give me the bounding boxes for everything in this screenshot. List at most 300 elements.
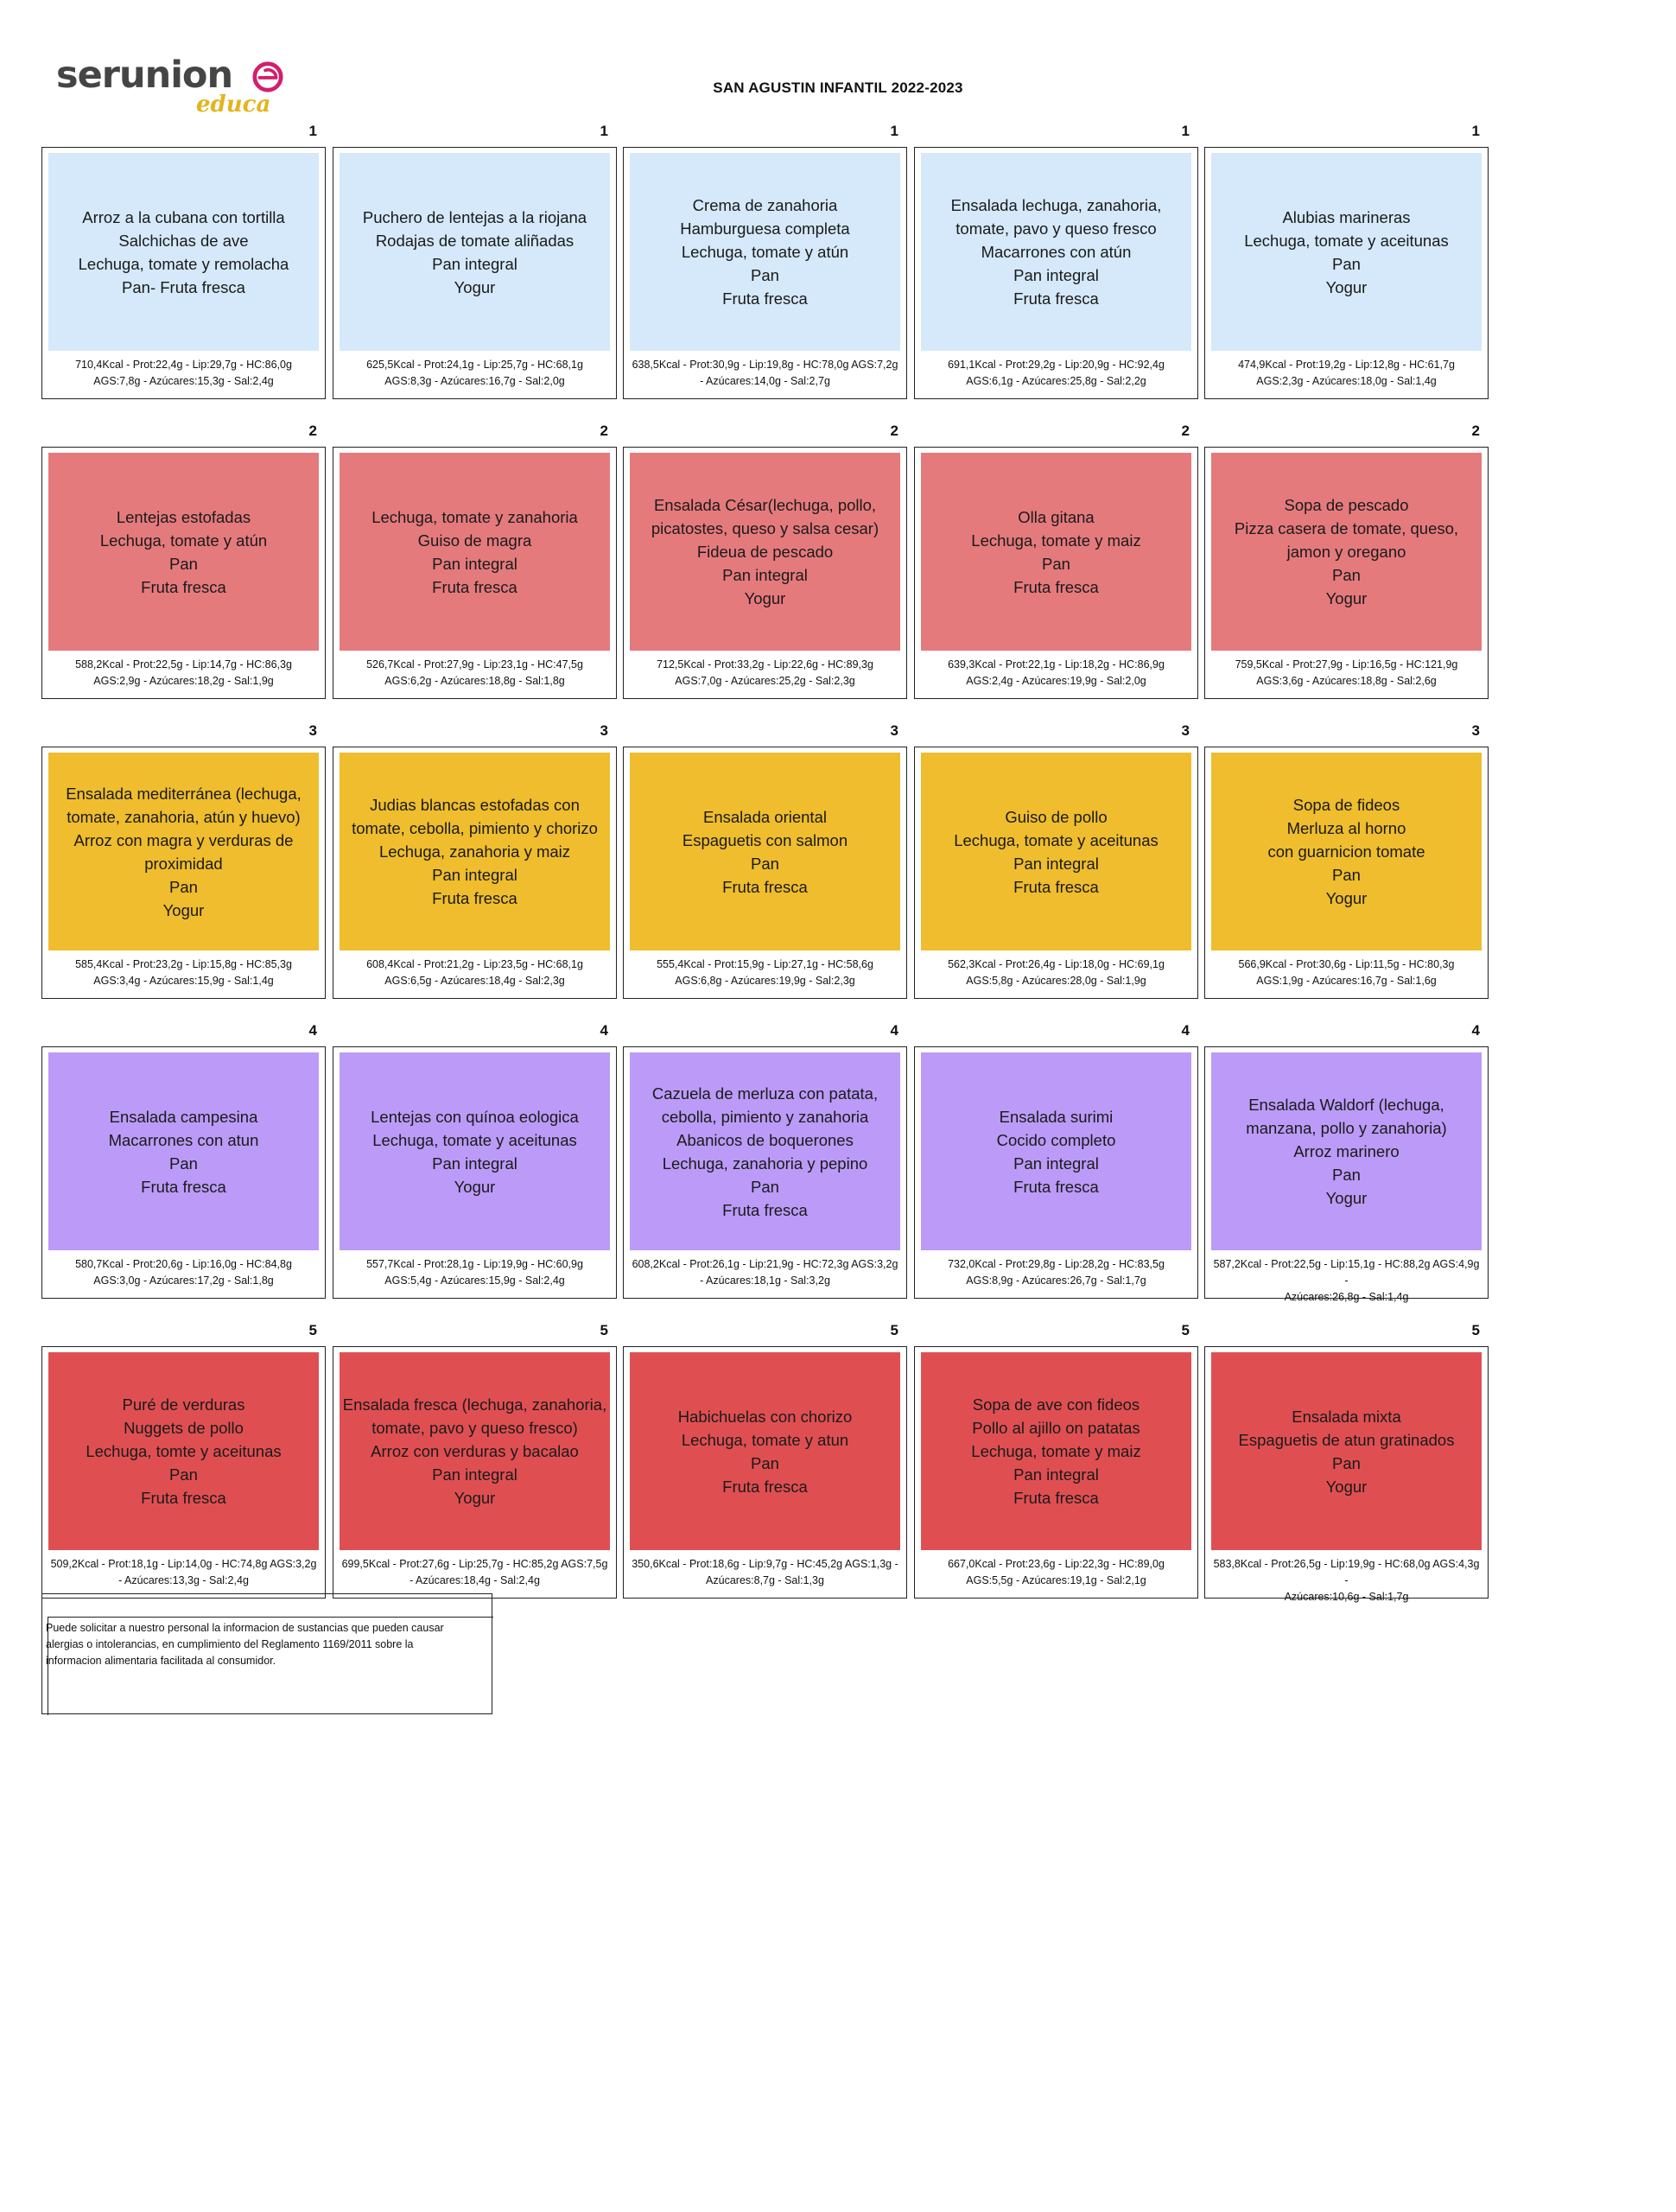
- menu-dishes: [79, 206, 289, 299]
- nutrition-line: AGS:6,8g - Azúcares:19,9g - Sal:2,3g: [675, 975, 855, 987]
- nutrition-line: AGS:2,4g - Azúcares:19,9g - Sal:2,0g: [966, 675, 1146, 687]
- nutrition-info: [339, 1556, 611, 1594]
- menu-dish: Alubias marineras: [1282, 207, 1411, 226]
- menu-dish: Olla gitana: [1018, 507, 1095, 526]
- nutrition-line: 555,4Kcal - Prot:15,9g - Lip:27,1g - HC:58,6g: [657, 958, 873, 970]
- nutrition-info: [629, 657, 901, 695]
- nutrition-info: [339, 1256, 611, 1294]
- menu-dishes: [652, 1082, 878, 1222]
- menu-dish: Espaguetis de atun gratinados: [1238, 1430, 1455, 1449]
- day-cell: [914, 423, 1198, 701]
- nutrition-line: 759,5Kcal - Prot:27,9g - Lip:16,5g - HC:121,9g: [1235, 658, 1458, 671]
- menu-dish: Lechuga, tomate y aceitunas: [1244, 231, 1449, 250]
- day-cell: [914, 722, 1198, 1001]
- day-box: [41, 447, 326, 699]
- nutrition-line: AGS:6,5g - Azúcares:18,4g - Sal:2,3g: [384, 975, 565, 987]
- menu-dish: Fruta fresca: [1013, 877, 1099, 896]
- menu-dish: Lechuga, zanahoria y pepino: [662, 1154, 868, 1173]
- nutrition-line: 509,2Kcal - Prot:18,1g - Lip:14,0g - HC:74,8g AGS:3,2g: [50, 1558, 317, 1570]
- week-number: 3: [1471, 722, 1480, 739]
- menu-dish: Crema de zanahoria: [692, 196, 838, 214]
- menu-dish: Pan: [169, 1154, 198, 1173]
- menu-dish: Lechuga, tomate y maiz: [971, 531, 1141, 550]
- nutrition-line: 566,9Kcal - Prot:30,6g - Lip:11,5g - HC:80,3g: [1238, 958, 1455, 970]
- allergen-disclaimer: [41, 1593, 492, 1714]
- menu-dishes: [954, 805, 1159, 899]
- week-number: 4: [1181, 1022, 1190, 1039]
- menu-dish: manzana, pollo y zanahoria): [1246, 1119, 1447, 1137]
- day-box: [623, 447, 907, 699]
- week-row: [41, 1322, 1504, 1603]
- menu-dish: Nuggets de pollo: [124, 1419, 244, 1437]
- week-number: 5: [308, 1322, 317, 1338]
- week-number: 2: [600, 423, 608, 439]
- disclaimer-text: [46, 1620, 485, 1669]
- menu-dish: Ensalada fresca (lechuga, zanahoria,: [342, 1395, 607, 1414]
- nutrition-line: 608,4Kcal - Prot:21,2g - Lip:23,5g - HC:68,1g: [366, 958, 583, 970]
- menu-dish: Guiso de pollo: [1005, 807, 1108, 826]
- menu-dish: Fruta fresca: [722, 877, 808, 896]
- menu-panel: [921, 1352, 1191, 1550]
- menu-dish: Ensalada César(lechuga, pollo,: [653, 496, 877, 514]
- menu-dish: proximidad: [144, 854, 223, 873]
- menu-dishes: [363, 206, 587, 299]
- menu-dish: Fruta fresca: [1013, 577, 1099, 596]
- menu-dish: Pan integral: [1013, 854, 1099, 873]
- menu-dish: Fruta fresca: [432, 577, 517, 596]
- nutrition-info: [1210, 657, 1482, 695]
- menu-dish: Lechuga, tomate y maiz: [971, 1442, 1141, 1460]
- menu-panel: [1211, 453, 1482, 651]
- menu-dish: Pan: [169, 877, 198, 896]
- nutrition-line: 691,1Kcal - Prot:29,2g - Lip:20,9g - HC:92,4g: [948, 359, 1165, 371]
- menu-dish: tomate, zanahoria, atún y huevo): [67, 807, 301, 826]
- week-number: 1: [308, 123, 317, 139]
- menu-dishes: [971, 1393, 1140, 1510]
- menu-dish: Ensalada surimi: [999, 1107, 1114, 1126]
- day-box: [914, 447, 1198, 699]
- menu-dish: Pan: [169, 1465, 198, 1484]
- day-cell: [333, 722, 617, 1001]
- menu-dishes: [343, 1393, 606, 1510]
- menu-dishes: [651, 493, 879, 610]
- nutrition-line: AGS:2,9g - Azúcares:18,2g - Sal:1,9g: [93, 675, 274, 687]
- logo-wordmark: serunion: [56, 54, 233, 97]
- day-box: [1204, 447, 1489, 699]
- menu-dish: Abanicos de boquerones: [676, 1130, 854, 1149]
- menu-dish: Pan: [751, 854, 779, 873]
- menu-dish: Fideua de pescado: [696, 543, 834, 561]
- menu-dish: Lentejas estofadas: [116, 507, 251, 526]
- nutrition-info: [629, 1256, 901, 1294]
- day-box: [1204, 1046, 1489, 1303]
- menu-dish: Judias blancas estofadas con: [370, 796, 580, 814]
- nutrition-info: [629, 357, 901, 395]
- nutrition-info: [920, 357, 1192, 395]
- nutrition-line: AGS:5,4g - Azúcares:15,9g - Sal:2,4g: [384, 1274, 565, 1287]
- menu-dish: Pan: [1332, 866, 1361, 884]
- disclaimer-line: alergias o intolerancias, en cumplimiento del Reglamento 1169/2011 sobre la: [46, 1638, 414, 1650]
- nutrition-info: [920, 657, 1192, 695]
- menu-panel: [921, 753, 1191, 950]
- menu-dish: Yogur: [454, 1489, 496, 1507]
- nutrition-line: 350,6Kcal - Prot:18,6g - Lip:9,7g - HC:45,2g AGS:1,3g -: [632, 1558, 898, 1570]
- menu-dishes: [680, 194, 849, 310]
- menu-dish: Pollo al ajillo on patatas: [972, 1419, 1140, 1437]
- menu-dish: Lechuga, tomate y aceitunas: [372, 1130, 577, 1149]
- menu-dish: Pan integral: [432, 254, 517, 273]
- day-box: [623, 747, 907, 999]
- nutrition-line: 474,9Kcal - Prot:19,2g - Lip:12,8g - HC:61,7g: [1238, 359, 1455, 371]
- nutrition-line: 580,7Kcal - Prot:20,6g - Lip:16,0g - HC:84,8g: [75, 1258, 292, 1270]
- nutrition-info: [920, 957, 1192, 995]
- week-number: 5: [890, 1322, 898, 1338]
- day-cell: [333, 123, 617, 401]
- menu-dish: Fruta fresca: [722, 289, 808, 308]
- nutrition-line: AGS:3,6g - Azúcares:18,8g - Sal:2,6g: [1256, 675, 1437, 687]
- day-cell: [333, 423, 617, 701]
- menu-dish: Arroz marinero: [1293, 1142, 1400, 1160]
- day-cell: [623, 123, 907, 401]
- week-row: [41, 123, 1504, 401]
- week-number: 2: [1471, 423, 1480, 439]
- disclaimer-line: Puede solicitar a nuestro personal la informacion de sustancias que pueden causar: [46, 1622, 444, 1634]
- menu-dishes: [1239, 1405, 1455, 1498]
- menu-panel: [340, 1352, 610, 1550]
- menu-dish: Yogur: [744, 589, 786, 607]
- nutrition-line: 526,7Kcal - Prot:27,9g - Lip:23,1g - HC:47,5g: [366, 658, 583, 671]
- day-cell: [333, 1022, 617, 1300]
- menu-dish: Merluza al horno: [1286, 819, 1406, 837]
- menu-dish: Cazuela de merluza con patata,: [651, 1084, 879, 1103]
- week-number: 5: [1181, 1322, 1190, 1338]
- menu-dish: Pan: [751, 1453, 779, 1472]
- menu-dish: Guiso de magra: [417, 531, 532, 550]
- menu-dish: Fruta fresca: [1013, 289, 1099, 308]
- menu-dish: tomate, pavo y queso fresco): [371, 1419, 578, 1437]
- day-box: [333, 1046, 617, 1299]
- menu-dishes: [1244, 206, 1449, 299]
- menu-dish: Pan: [1332, 566, 1361, 584]
- week-number: 3: [1181, 722, 1190, 739]
- menu-dish: Fruta fresca: [141, 1177, 226, 1196]
- day-cell: [41, 123, 326, 401]
- week-number: 3: [890, 722, 898, 739]
- nutrition-info: [48, 1556, 320, 1594]
- week-number: 4: [308, 1022, 317, 1039]
- menu-panel: [921, 1052, 1191, 1250]
- menu-dish: Sopa de pescado: [1284, 496, 1409, 514]
- menu-dish: Fruta fresca: [141, 577, 226, 596]
- week-number: 1: [1471, 123, 1480, 139]
- menu-panel: [48, 1052, 319, 1250]
- menu-dish: Lechuga, zanahoria y maiz: [378, 842, 571, 861]
- menu-dish: Fruta fresca: [432, 889, 517, 907]
- week-number: 4: [600, 1022, 608, 1039]
- nutrition-info: [1210, 957, 1482, 995]
- day-box: [1204, 1346, 1489, 1603]
- nutrition-line: AGS:6,1g - Azúcares:25,8g - Sal:2,2g: [966, 375, 1146, 387]
- day-box: [41, 747, 326, 999]
- week-number: 3: [600, 722, 608, 739]
- nutrition-line: 639,3Kcal - Prot:22,1g - Lip:18,2g - HC:86,9g: [948, 658, 1165, 671]
- nutrition-info: [1210, 357, 1482, 395]
- nutrition-line: AGS:7,8g - Azúcares:15,3g - Sal:2,4g: [93, 375, 274, 387]
- menu-dish: Rodajas de tomate aliñadas: [375, 231, 575, 250]
- menu-dish: Lechuga, tomate y remolacha: [78, 254, 289, 273]
- nutrition-info: [339, 657, 611, 695]
- menu-dishes: [371, 505, 578, 599]
- week-row: [41, 423, 1504, 701]
- menu-dish: Ensalada campesina: [109, 1107, 258, 1126]
- nutrition-line: 608,2Kcal - Prot:26,1g - Lip:21,9g - HC:72,3g AGS:3,2g: [632, 1258, 898, 1270]
- menu-dish: Lechuga, tomte y aceitunas: [86, 1442, 282, 1460]
- nutrition-info: [1210, 1256, 1482, 1303]
- menu-dish: Lechuga, tomate y atún: [681, 243, 849, 261]
- menu-dishes: [86, 1393, 281, 1510]
- day-cell: [41, 1022, 326, 1300]
- menu-dish: Pan: [169, 554, 198, 573]
- menu-dish: Lechuga, tomate y atún: [99, 531, 268, 550]
- nutrition-line: 732,0Kcal - Prot:29,8g - Lip:28,2g - HC:83,5g: [948, 1258, 1165, 1270]
- nutrition-line: 588,2Kcal - Prot:22,5g - Lip:14,7g - HC:86,3g: [75, 658, 292, 671]
- nutrition-line: AGS:6,2g - Azúcares:18,8g - Sal:1,8g: [384, 675, 565, 687]
- nutrition-info: [339, 957, 611, 995]
- nutrition-line: - Azúcares:18,1g - Sal:3,2g: [700, 1274, 830, 1287]
- day-cell: [333, 1322, 617, 1600]
- day-box: [623, 147, 907, 399]
- menu-panel: [630, 153, 900, 351]
- menu-dish: Hamburguesa completa: [680, 219, 850, 238]
- menu-dish: Habichuelas con chorizo: [677, 1407, 853, 1426]
- week-number: 4: [1471, 1022, 1480, 1039]
- menu-dish: Pan integral: [432, 1465, 517, 1484]
- menu-panel: [48, 753, 319, 950]
- nutrition-line: 557,7Kcal - Prot:28,1g - Lip:19,9g - HC:60,9g: [366, 1258, 583, 1270]
- day-cell: [623, 1322, 907, 1600]
- menu-dish: Lentejas con quínoa eologica: [371, 1107, 579, 1126]
- menu-dish: Macarrones con atún: [981, 243, 1132, 261]
- menu-dish: Puré de verduras: [122, 1395, 245, 1414]
- day-box: [1204, 747, 1489, 999]
- day-box: [333, 447, 617, 699]
- day-box: [914, 1046, 1198, 1299]
- menu-dishes: [66, 782, 302, 922]
- menu-dishes: [352, 793, 598, 910]
- menu-dishes: [100, 505, 267, 599]
- menu-dish: Yogur: [1325, 277, 1368, 296]
- day-cell: [914, 1022, 1198, 1300]
- menu-panel: [921, 453, 1191, 651]
- menu-dishes: [371, 1105, 579, 1198]
- nutrition-line: 587,2Kcal - Prot:22,5g - Lip:15,1g - HC:88,2g AGS:4,9g -: [1213, 1258, 1480, 1287]
- nutrition-line: AGS:5,8g - Azúcares:28,0g - Sal:1,9g: [966, 975, 1146, 987]
- menu-dish: Ensalada mixta: [1292, 1407, 1401, 1426]
- nutrition-info: [48, 957, 320, 995]
- day-box: [914, 147, 1198, 399]
- day-cell: [1204, 1022, 1489, 1303]
- nutrition-info: [339, 357, 611, 395]
- nutrition-line: 585,4Kcal - Prot:23,2g - Lip:15,8g - HC:85,3g: [75, 958, 292, 970]
- menu-dish: Ensalada lechuga, zanahoria,: [950, 196, 1162, 214]
- day-cell: [1204, 123, 1489, 401]
- nutrition-line: - Azúcares:14,0g - Sal:2,7g: [700, 375, 830, 387]
- week-row: [41, 1022, 1504, 1303]
- week-number: 5: [600, 1322, 608, 1338]
- menu-panel: [630, 1052, 900, 1250]
- menu-dish: Yogur: [454, 1177, 496, 1196]
- menu-dish: Pan: [751, 266, 779, 284]
- nutrition-line: 583,8Kcal - Prot:26,5g - Lip:19,9g - HC:68,0g AGS:4,3g -: [1213, 1558, 1480, 1586]
- menu-dish: Pan integral: [1013, 1465, 1099, 1484]
- menu-panel: [1211, 753, 1482, 950]
- day-cell: [623, 722, 907, 1001]
- day-box: [41, 1346, 326, 1599]
- week-number: 1: [600, 123, 608, 139]
- day-box: [1204, 147, 1489, 399]
- day-cell: [41, 1322, 326, 1600]
- menu-dish: Yogur: [162, 900, 205, 919]
- menu-dishes: [678, 1405, 853, 1498]
- week-number: 1: [1181, 123, 1190, 139]
- day-box: [333, 147, 617, 399]
- week-number: 1: [890, 123, 898, 139]
- menu-dish: Yogur: [1325, 1189, 1368, 1207]
- menu-dishes: [951, 194, 1162, 310]
- nutrition-line: AGS:7,0g - Azúcares:25,2g - Sal:2,3g: [675, 675, 855, 687]
- nutrition-line: Azúcares:26,8g - Sal:1,4g: [1284, 1291, 1409, 1303]
- nutrition-line: AGS:3,4g - Azúcares:15,9g - Sal:1,4g: [93, 975, 274, 987]
- menu-panel: [340, 753, 610, 950]
- week-number: 4: [890, 1022, 898, 1039]
- menu-dish: Yogur: [454, 277, 496, 296]
- menu-dish: Pan integral: [432, 554, 517, 573]
- nutrition-info: [629, 1556, 901, 1594]
- day-box: [41, 1046, 326, 1299]
- day-box: [333, 1346, 617, 1599]
- menu-panel: [1211, 153, 1482, 351]
- menu-dish: con guarnicion tomate: [1267, 842, 1425, 861]
- menu-dish: Macarrones con atun: [108, 1130, 259, 1149]
- day-cell: [1204, 1322, 1489, 1603]
- menu-panel: [48, 153, 319, 351]
- menu-dish: Arroz a la cubana con tortilla: [82, 207, 285, 226]
- menu-dish: Pan: [1042, 554, 1070, 573]
- day-box: [333, 747, 617, 999]
- menu-dishes: [682, 805, 848, 899]
- menu-dish: Lechuga, tomate y zanahoria: [371, 507, 578, 526]
- nutrition-line: AGS:8,3g - Azúcares:16,7g - Sal:2,0g: [384, 375, 565, 387]
- menu-dish: Pan: [751, 1177, 779, 1196]
- menu-dish: Arroz con verduras y bacalao: [371, 1442, 579, 1460]
- menu-dishes: [1246, 1093, 1446, 1210]
- day-cell: [1204, 423, 1489, 701]
- nutrition-line: Azúcares:10,6g - Sal:1,7g: [1284, 1591, 1409, 1603]
- menu-dish: Espaguetis con salmon: [682, 830, 848, 849]
- menu-dish: Pizza casera de tomate, queso,: [1234, 519, 1459, 537]
- menu-dish: Puchero de lentejas a la riojana: [362, 207, 587, 226]
- day-box: [41, 147, 326, 399]
- menu-dish: Pan integral: [432, 866, 517, 884]
- nutrition-line: 699,5Kcal - Prot:27,6g - Lip:25,7g - HC:85,2g AGS:7,5g: [341, 1558, 608, 1570]
- day-cell: [914, 123, 1198, 401]
- nutrition-line: AGS:3,0g - Azúcares:17,2g - Sal:1,8g: [93, 1274, 274, 1287]
- menu-dish: Arroz con magra y verduras de: [73, 830, 294, 849]
- nutrition-info: [920, 1556, 1192, 1594]
- menu-panel: [340, 153, 610, 351]
- menu-dish: Salchichas de ave: [118, 231, 249, 250]
- menu-dish: Yogur: [1325, 589, 1368, 607]
- menu-dish: Fruta fresca: [1013, 1177, 1099, 1196]
- menu-dishes: [971, 505, 1140, 599]
- day-cell: [1204, 722, 1489, 1001]
- menu-dish: Pan: [1332, 1166, 1361, 1184]
- menu-dish: Yogur: [1325, 889, 1368, 907]
- day-box: [914, 1346, 1198, 1599]
- nutrition-line: 712,5Kcal - Prot:33,2g - Lip:22,6g - HC:89,3g: [657, 658, 873, 671]
- menu-dish: Fruta fresca: [1013, 1489, 1099, 1507]
- nutrition-line: AGS:1,9g - Azúcares:16,7g - Sal:1,6g: [1256, 975, 1437, 987]
- menu-dish: Ensalada Waldorf (lechuga,: [1248, 1096, 1444, 1114]
- menu-dish: tomate, cebolla, pimiento y chorizo: [352, 819, 598, 837]
- week-number: 2: [1181, 423, 1190, 439]
- day-cell: [623, 423, 907, 701]
- menu-panel: [340, 453, 610, 651]
- nutrition-info: [48, 357, 320, 395]
- menu-panel: [340, 1052, 610, 1250]
- menu-dish: jamon y oregano: [1286, 543, 1406, 561]
- nutrition-info: [920, 1256, 1192, 1294]
- nutrition-line: AGS:8,9g - Azúcares:26,7g - Sal:1,7g: [966, 1274, 1146, 1287]
- nutrition-line: 638,5Kcal - Prot:30,9g - Lip:19,8g - HC:78,0g AGS:7,2g: [632, 359, 898, 371]
- day-cell: [623, 1022, 907, 1300]
- week-number: 5: [1471, 1322, 1480, 1338]
- menu-dish: Fruta fresca: [141, 1489, 226, 1507]
- nutrition-info: [48, 1256, 320, 1294]
- menu-dishes: [997, 1105, 1116, 1198]
- menu-dishes: [109, 1105, 259, 1198]
- menu-dish: Pan- Fruta fresca: [122, 277, 245, 296]
- nutrition-info: [48, 657, 320, 695]
- menu-dish: Sopa de fideos: [1292, 796, 1400, 814]
- menu-dish: Pan: [1332, 254, 1361, 273]
- menu-dish: picatostes, queso y salsa cesar): [651, 519, 879, 537]
- nutrition-line: AGS:5,5g - Azúcares:19,1g - Sal:2,1g: [966, 1574, 1146, 1586]
- menu-dish: Lechuga, tomate y atun: [681, 1430, 849, 1449]
- week-row: [41, 722, 1504, 1001]
- nutrition-line: 710,4Kcal - Prot:22,4g - Lip:29,7g - HC:86,0g: [75, 359, 292, 371]
- menu-dish: Pan integral: [722, 566, 808, 584]
- menu-panel: [921, 153, 1191, 351]
- menu-dish: Pan integral: [432, 1154, 517, 1173]
- week-number: 2: [890, 423, 898, 439]
- page-title: SAN AGUSTIN INFANTIL 2022-2023: [713, 79, 963, 96]
- nutrition-line: 667,0Kcal - Prot:23,6g - Lip:22,3g - HC:89,0g: [948, 1558, 1165, 1570]
- menu-panel: [630, 453, 900, 651]
- disclaimer-line: informacion alimentaria facilitada al consumidor.: [46, 1655, 276, 1667]
- nutrition-info: [629, 957, 901, 995]
- day-cell: [41, 423, 326, 701]
- menu-panel: [1211, 1352, 1482, 1550]
- menu-dish: Pan integral: [1013, 266, 1099, 284]
- menu-dish: Yogur: [1325, 1477, 1368, 1496]
- day-cell: [41, 722, 326, 1001]
- menu-panel: [630, 1352, 900, 1550]
- nutrition-line: 562,3Kcal - Prot:26,4g - Lip:18,0g - HC:69,1g: [948, 958, 1165, 970]
- nutrition-line: - Azúcares:13,3g - Sal:2,4g: [118, 1574, 249, 1586]
- menu-dish: cebolla, pimiento y zanahoria: [661, 1107, 869, 1126]
- menu-dish: Sopa de ave con fideos: [972, 1395, 1140, 1414]
